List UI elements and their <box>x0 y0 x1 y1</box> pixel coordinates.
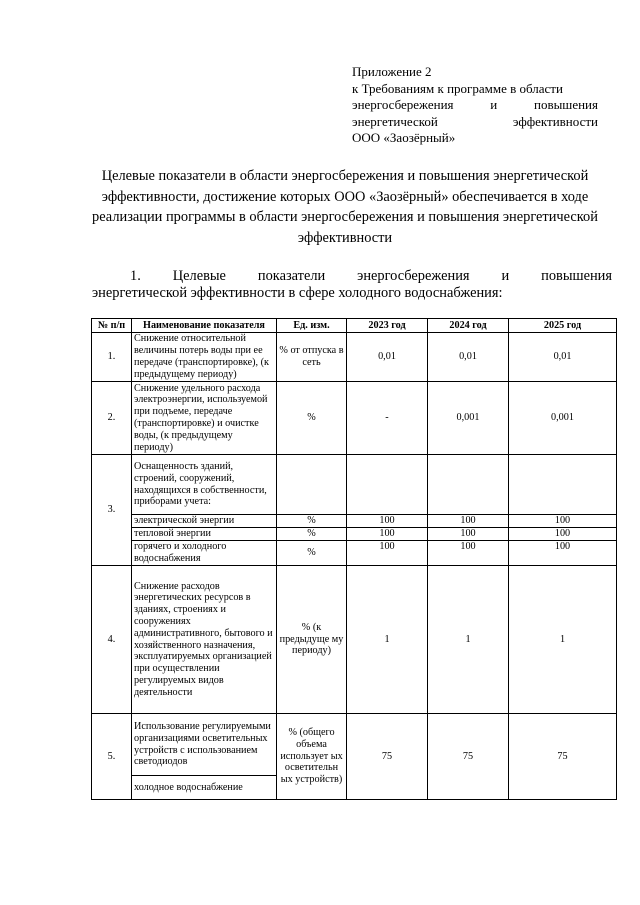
value-2023: 75 <box>347 714 428 800</box>
indicator-name: Снижение удельного расхода электроэнергии, используемой при подъеме, передаче (транспортировке) и очистке воды, (к предыдущему периоду) <box>132 382 277 455</box>
table-row <box>92 566 617 714</box>
empty-cell <box>509 455 617 515</box>
indicator-name: Оснащенность зданий, строений, сооружений, находящихся в собственности, приборами учета: <box>132 455 277 515</box>
empty-cell <box>277 455 347 515</box>
indicator-subname: холодное водоснабжение <box>132 776 277 800</box>
indicator-name: Снижение расходов энергетических ресурсов в зданиях, строениях и сооружениях административного, бытового и хозяйственного назначения, эксплуатируемых организацией при осуществлении регулируемых видов деятельности <box>132 566 277 714</box>
indicator-name: тепловой энергии <box>132 528 277 541</box>
appendix-line-2: к Требованиям к программе в области <box>352 80 563 96</box>
appendix-line-5: ООО «Заозёрный» <box>352 130 456 145</box>
indicator-unit: % <box>277 515 347 528</box>
appendix-line-1: Приложение 2 <box>352 64 432 79</box>
indicator-name: горячего и холодного водоснабжения <box>132 541 277 566</box>
table-row <box>92 714 617 776</box>
section-heading-line-1: 1. Целевые показатели энергосбережения и повышения <box>130 268 612 284</box>
table-subrow <box>92 541 617 566</box>
row-number: 3. <box>92 455 132 566</box>
value-2025: 75 <box>509 714 617 800</box>
header-name: Наименование показателя <box>132 319 277 333</box>
header-2023: 2023 год <box>347 319 428 333</box>
value-2024: 100 <box>428 528 509 541</box>
value-2023: 100 <box>347 541 428 566</box>
value-2023: 100 <box>347 528 428 541</box>
indicators-table <box>91 318 617 800</box>
indicator-unit: % от отпуска в сеть <box>277 333 347 382</box>
value-2025: 100 <box>509 515 617 528</box>
value-2025: 100 <box>509 528 617 541</box>
row-number: 4. <box>92 566 132 714</box>
value-2023: 0,01 <box>347 333 428 382</box>
value-2023: - <box>347 382 428 455</box>
value-2023: 100 <box>347 515 428 528</box>
appendix-line-4: энергетической эффективности <box>352 113 598 129</box>
table-row <box>92 333 617 382</box>
table-row <box>92 455 617 515</box>
empty-cell <box>428 455 509 515</box>
value-2024: 1 <box>428 566 509 714</box>
section-heading <box>92 268 612 302</box>
empty-cell <box>347 455 428 515</box>
value-2025: 100 <box>509 541 617 566</box>
value-2024: 0,001 <box>428 382 509 455</box>
value-2024: 0,01 <box>428 333 509 382</box>
indicator-name: электрической энергии <box>132 515 277 528</box>
row-number: 1. <box>92 333 132 382</box>
row-number: 2. <box>92 382 132 455</box>
value-2025: 0,01 <box>509 333 617 382</box>
header-no: № п/п <box>92 319 132 333</box>
document-title: Целевые показатели в области энергосбережения и повышения энергетической эффективности, достижение которых ООО «Заозёрный» обеспечивается в ходе реализации программы в области энергосбережения и повышения энергетической эффективности <box>92 168 598 246</box>
indicator-name: Снижение относительной величины потерь воды при ее передаче (транспортировке), (к предыдущему периоду) <box>132 333 277 382</box>
value-2024: 100 <box>428 515 509 528</box>
row-number: 5. <box>92 714 132 800</box>
indicator-unit: % (общего объема использует ых осветительн ых устройств) <box>277 714 347 800</box>
indicator-unit: % <box>277 382 347 455</box>
value-2025: 0,001 <box>509 382 617 455</box>
table-row <box>92 382 617 455</box>
indicator-unit: % (к предыдуще му периоду) <box>277 566 347 714</box>
header-2024: 2024 год <box>428 319 509 333</box>
value-2025: 1 <box>509 566 617 714</box>
table-subrow <box>92 528 617 541</box>
header-2025: 2025 год <box>509 319 617 333</box>
header-unit: Ед. изм. <box>277 319 347 333</box>
value-2024: 75 <box>428 714 509 800</box>
value-2023: 1 <box>347 566 428 714</box>
appendix-line-3: энергосбережения и повышения <box>352 97 598 112</box>
table-subrow <box>92 515 617 528</box>
table-header-row <box>92 319 617 333</box>
value-2024: 100 <box>428 541 509 566</box>
section-heading-line-2: энергетической эффективности в сфере холодного водоснабжения: <box>92 285 503 301</box>
indicator-unit: % <box>277 528 347 541</box>
indicator-name: Использование регулируемыми организациями осветительных устройств с использованием светодиодов <box>132 714 277 776</box>
indicator-unit: % <box>277 541 347 566</box>
appendix-block <box>352 64 598 147</box>
